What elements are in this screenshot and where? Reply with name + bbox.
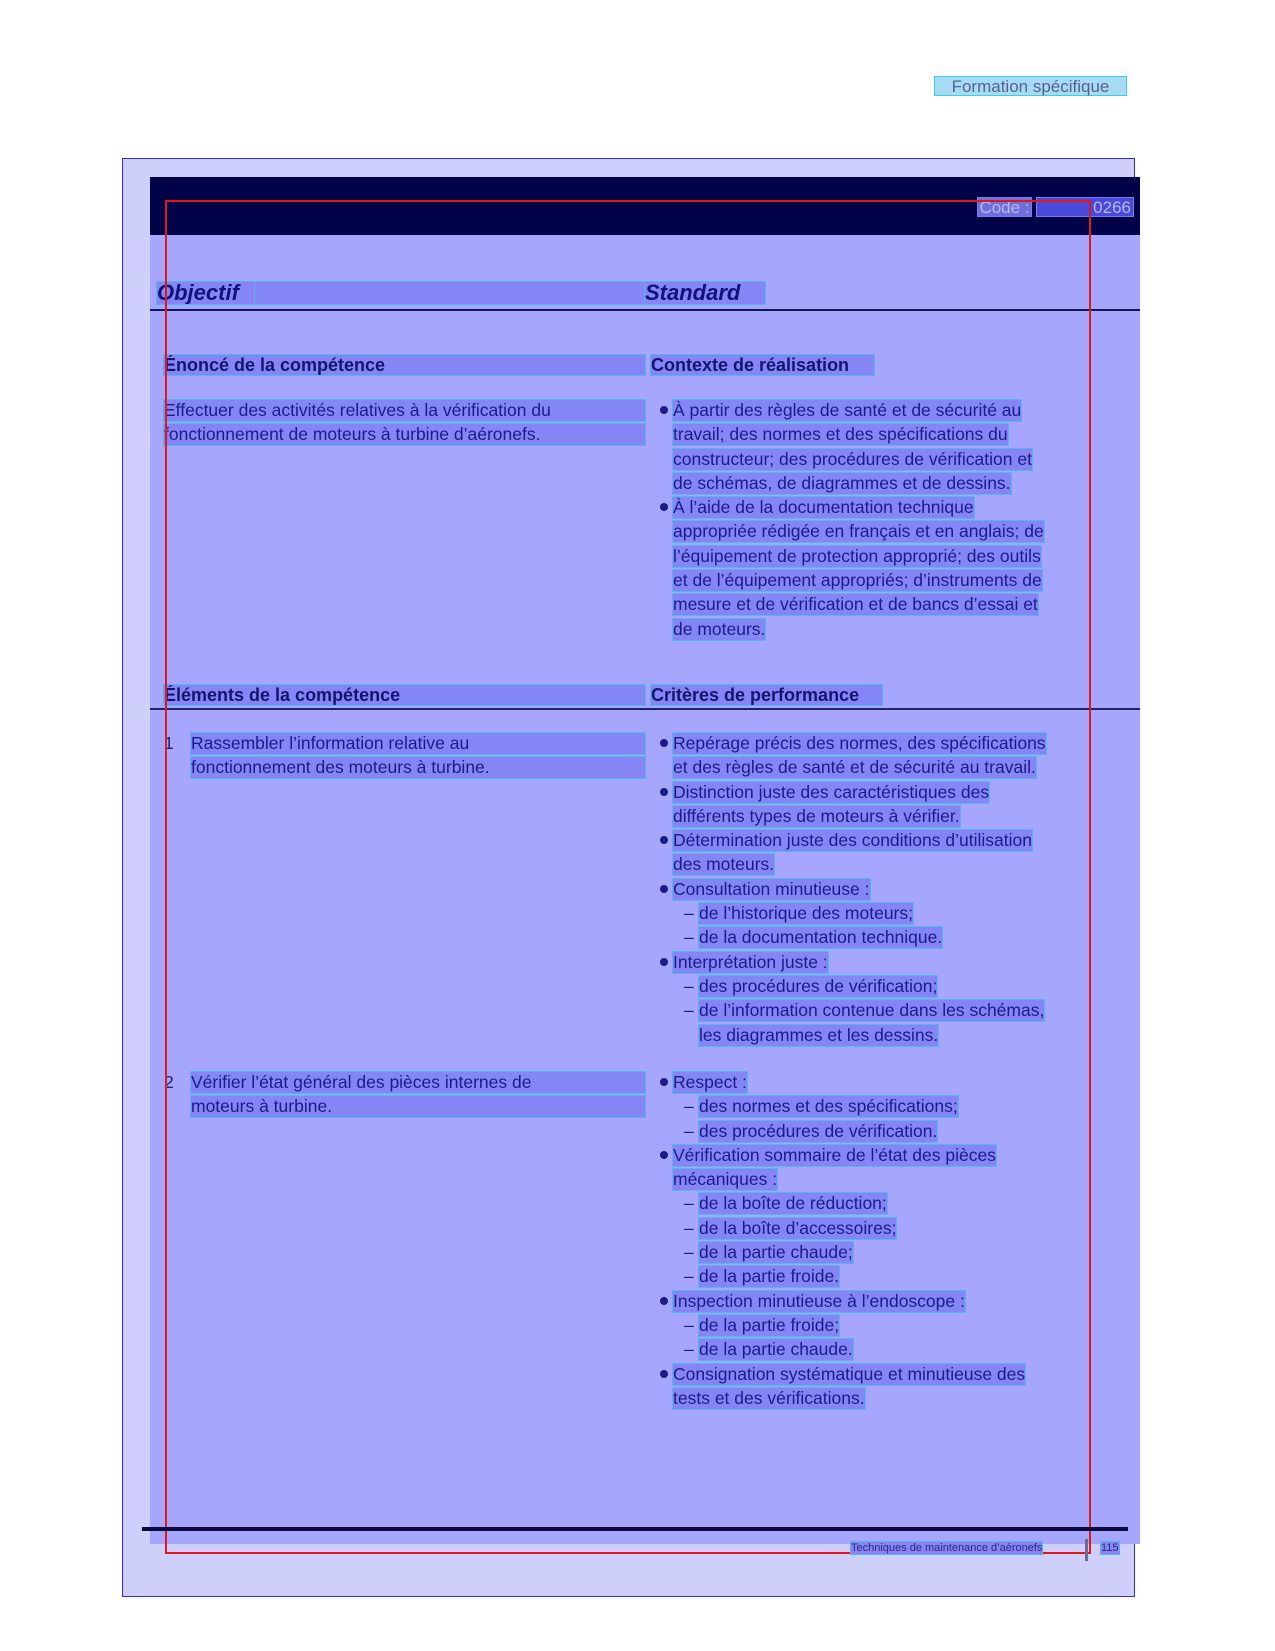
criterion-item [660, 733, 1130, 757]
dash-marker: – [684, 927, 694, 948]
criterion-subitem [660, 1266, 1130, 1290]
footer-divider [142, 1527, 1128, 1531]
dash-marker: – [684, 1314, 694, 1335]
code-value: 0266 [1036, 197, 1134, 217]
criterion-text: de l’information contenue dans les schémas, [699, 1000, 1045, 1021]
bullet-icon [660, 739, 668, 747]
criterion-text: Inspection minutieuse à l’endoscope : [673, 1290, 965, 1311]
dash-marker: – [684, 1217, 694, 1238]
page-header-label: Formation spécifique [934, 76, 1127, 96]
criterion-subitem [660, 1339, 1130, 1363]
criterion-text: Distinction juste des caractéristiques des [673, 781, 990, 802]
divider-top [150, 309, 1140, 311]
code-label: Code : [977, 197, 1032, 217]
footer-title: Techniques de maintenance d’aéronefs [851, 1542, 1043, 1554]
context-heading: Contexte de réalisation [651, 355, 874, 375]
criterion-text: de la partie froide. [699, 1266, 840, 1287]
criterion-text: Interprétation juste : [673, 951, 828, 972]
element-line: fonctionnement des moteurs à turbine. [191, 757, 645, 778]
criterion-text: et des règles de santé et de sécurité au travail. [673, 757, 1036, 778]
criteria-group-1 [660, 733, 1130, 1049]
dash-marker: – [684, 1193, 694, 1214]
criterion-subitem [660, 1193, 1130, 1217]
criterion-subitem [660, 1242, 1130, 1266]
objectif-heading: Objectif [157, 282, 255, 304]
criterion-item [660, 1072, 1130, 1096]
criterion-item [660, 1291, 1130, 1315]
dash-marker: – [684, 1120, 694, 1141]
criterion-subitem [660, 976, 1130, 1000]
criterion-text: Vérification sommaire de l’état des pièces [673, 1144, 996, 1165]
criterion-text: de la partie chaude; [699, 1242, 853, 1263]
dash-marker: – [684, 1000, 694, 1021]
criterion-subitem [660, 1121, 1130, 1145]
criterion-subitem [660, 927, 1130, 951]
criterion-text: Respect : [673, 1072, 747, 1092]
divider-elements [150, 708, 1140, 710]
competence-line: fonctionnement de moteurs à turbine d’aéronefs. [164, 424, 645, 445]
dash-marker: – [684, 903, 694, 924]
criterion-text: Détermination juste des conditions d’utilisation [673, 830, 1032, 851]
criterion-text: les diagrammes et les dessins. [699, 1024, 939, 1045]
element-line: Rassembler l’information relative au [191, 733, 645, 754]
criterion-text: de l’historique des moteurs; [699, 903, 913, 924]
elements-heading: Éléments de la compétence [164, 685, 645, 705]
bullet-icon [660, 406, 668, 414]
criterion-item [660, 1145, 1130, 1169]
criterion-text: de la partie froide; [699, 1314, 840, 1335]
criterion-item [660, 782, 1130, 806]
bullet-icon [660, 836, 668, 844]
context-item: À partir des règles de santé et de sécurité au [660, 400, 1130, 424]
criteria-heading: Critères de performance [651, 685, 882, 705]
bullet-icon [660, 503, 668, 511]
criterion-text: des procédures de vérification; [699, 975, 938, 996]
criterion-text: des moteurs. [673, 854, 775, 875]
competence-line: Effectuer des activités relatives à la vérification du [164, 400, 645, 421]
element-line: moteurs à turbine. [191, 1096, 645, 1117]
criterion-subitem [660, 1218, 1130, 1242]
dash-marker: – [684, 1339, 694, 1360]
bullet-icon [660, 788, 668, 796]
criterion-text: de la boîte de réduction; [699, 1193, 887, 1214]
bullet-icon [660, 958, 668, 966]
criterion-text: Repérage précis des normes, des spécifications [673, 733, 1046, 753]
criterion-text: de la boîte d’accessoires; [699, 1217, 897, 1238]
element-number: 2 [164, 1072, 174, 1092]
footer-page-number: 115 [1101, 1542, 1119, 1554]
criterion-subitem [660, 1096, 1130, 1120]
context-item: À l’aide de la documentation technique [660, 497, 1130, 521]
bullet-icon [660, 1151, 668, 1159]
competence-text [164, 400, 645, 449]
bullet-icon [660, 1078, 668, 1086]
criterion-text: de la documentation technique. [699, 927, 943, 948]
competence-heading: Énoncé de la compétence [164, 355, 645, 375]
criterion-item [660, 1364, 1130, 1388]
criterion-text: des normes et des spécifications; [699, 1096, 958, 1117]
bullet-icon [660, 1370, 668, 1378]
element-line: Vérifier l’état général des pièces internes de [191, 1072, 645, 1093]
criterion-item [660, 830, 1130, 854]
dash-marker: – [684, 1242, 694, 1263]
criterion-text: tests et des vérifications. [673, 1387, 865, 1408]
criterion-item [660, 879, 1130, 903]
element-number: 1 [164, 733, 174, 753]
criterion-item [660, 952, 1130, 976]
footer-separator [1085, 1539, 1088, 1561]
criterion-text: Consultation minutieuse : [673, 878, 870, 899]
criterion-text: mécaniques : [673, 1169, 778, 1190]
standard-heading: Standard [645, 282, 765, 304]
dash-marker: – [684, 1096, 694, 1117]
context-list: À partir des règles de santé et de sécurité au travail; des normes et des spécifications du constructeur; des procédures de vérification et de schémas, de diagrammes et de dessins. À l’aide de la documentation technique appropriée rédigée en français et en anglais; de l’équipement de protection approprié; des outils et de l’équipement appropriés; d’instruments de mesure et de vérification et de bancs d’essai et de moteurs. [660, 400, 1130, 643]
dash-marker: – [684, 975, 694, 996]
dash-marker: – [684, 1266, 694, 1287]
criterion-subitem [660, 903, 1130, 927]
criterion-text: des procédures de vérification. [699, 1120, 938, 1141]
criterion-text: différents types de moteurs à vérifier. [673, 805, 960, 826]
criterion-text: de la partie chaude. [699, 1339, 853, 1360]
criteria-group-2 [660, 1072, 1130, 1412]
objectif-heading-bar [255, 282, 645, 304]
bullet-icon [660, 885, 668, 893]
criterion-subitem [660, 1315, 1130, 1339]
bullet-icon [660, 1297, 668, 1305]
criterion-text: Consignation systématique et minutieuse des [673, 1363, 1026, 1384]
criterion-subitem [660, 1000, 1130, 1024]
